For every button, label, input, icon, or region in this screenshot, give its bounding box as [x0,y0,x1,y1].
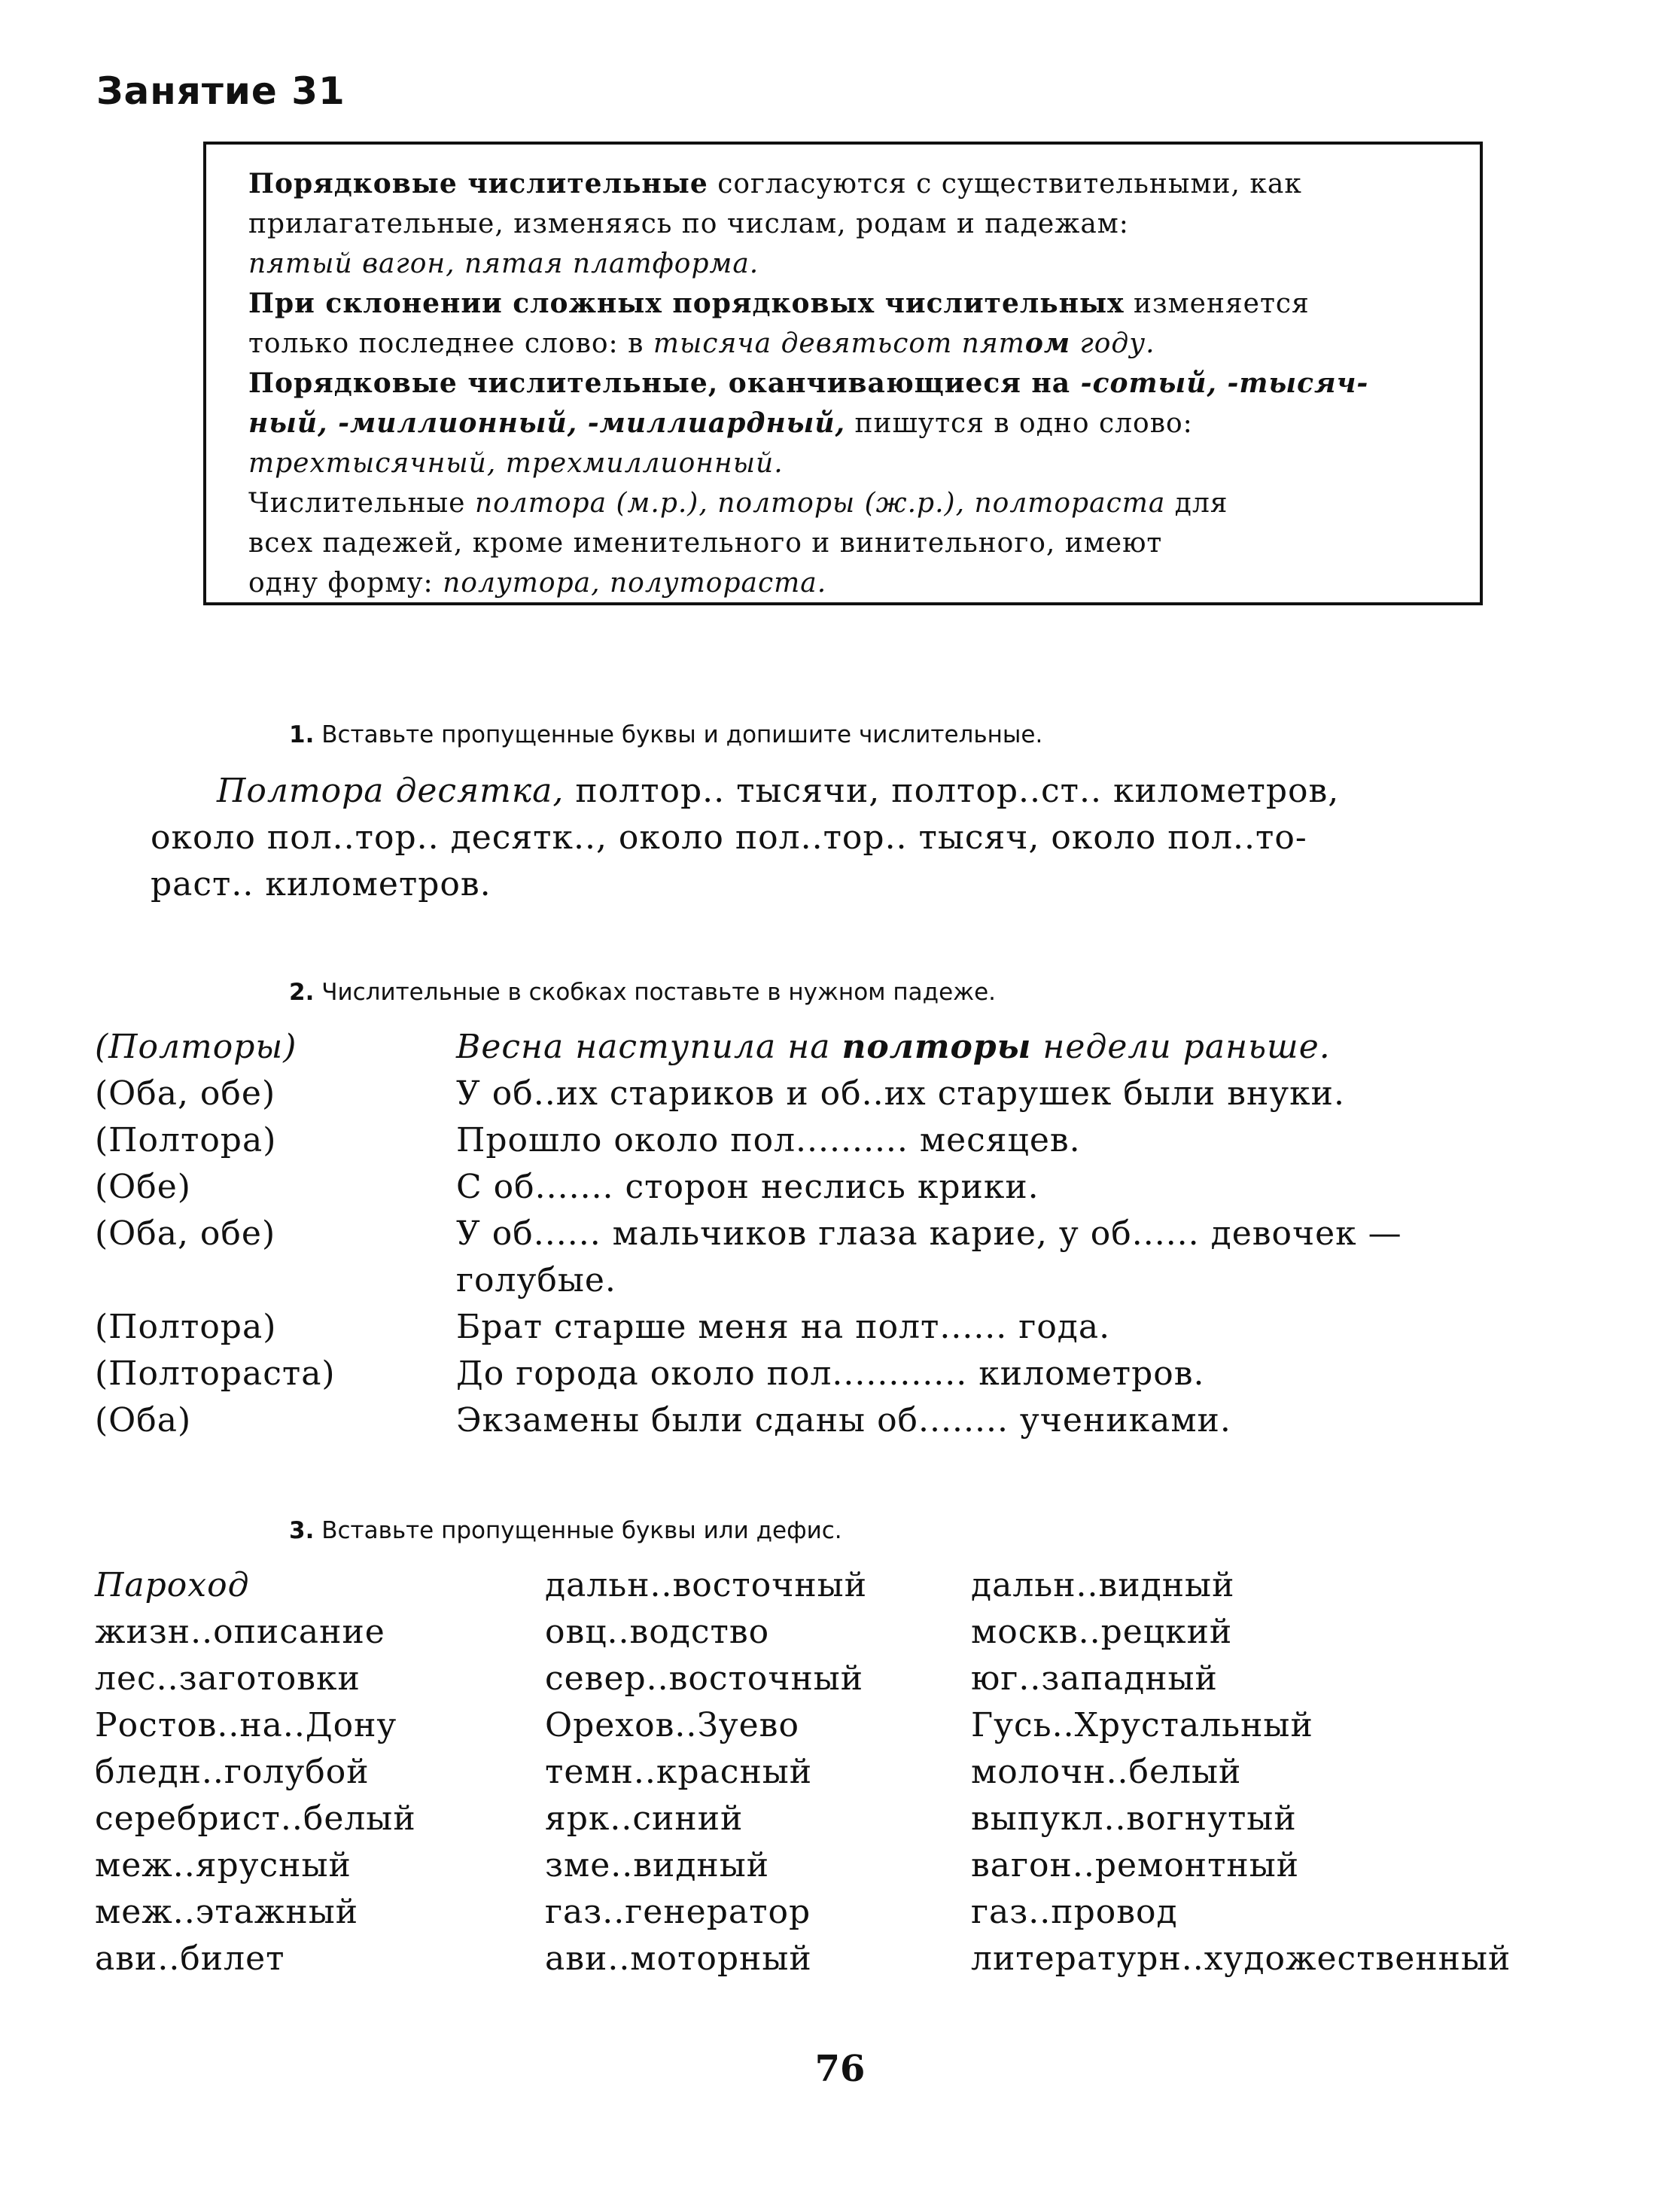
rule-text: одну форму: [248,568,443,599]
task2-table [95,1024,1615,1444]
task2-example-hint: (Полторы) [95,1028,297,1066]
task2-hint: (Оба) [95,1401,192,1440]
rule-line [248,523,1438,563]
task1-example: Полтора десятка, [217,772,565,810]
task3-word: дальн..восточный [545,1566,868,1604]
task2-rows [95,1071,1615,1444]
task2-row [95,1071,1615,1117]
task2-hint: (Оба, обе) [95,1074,276,1113]
rule-line [248,204,1438,244]
rule-line [248,483,1438,523]
rule-text: согласуются с существительными, как [708,169,1302,200]
rule-text: только последнее слово: в [248,328,653,359]
task3-word: вагон..ремонтный [971,1846,1300,1885]
task3-row [95,1609,1645,1656]
task1-text [151,768,1551,908]
task3-word: Гусь..Хрустальный [971,1706,1313,1744]
task3-instruction [289,1517,842,1544]
lesson-title: Занятие 31 [96,69,345,113]
task2-hint [95,1257,456,1304]
rule-paragraph [248,284,1438,364]
rule-paragraph [248,164,1438,284]
task1-line-1 [151,768,1551,815]
task1-instruction [289,721,1042,748]
task3-word: Орехов..Зуево [545,1706,799,1744]
task2-row [95,1257,1615,1304]
task3-instruction-text: Вставьте пропущенные буквы или дефис. [321,1517,842,1544]
task2-hint: (Полтораста) [95,1354,336,1393]
task3-row [95,1796,1645,1842]
task2-hint: (Полтора) [95,1121,277,1159]
task3-word: север..восточный [545,1659,864,1698]
task2-sentence: Экзамены были сданы об........ учениками. [456,1401,1231,1440]
task3-grid [95,1562,1645,1982]
rule-paragraph [248,483,1438,603]
task3-example: Пароход [95,1566,250,1604]
task2-number: 2. [289,979,315,1006]
task3-row [95,1889,1645,1936]
rule-line [248,244,1438,284]
rule-text: изменяется [1124,288,1310,319]
task2-sentence: Брат старше меня на полт...... года. [456,1308,1111,1346]
rule-line [248,324,1438,364]
task2-row [95,1351,1615,1397]
task3-word: меж..этажный [95,1893,359,1931]
task2-row [95,1304,1615,1351]
task3-word: бледн..голубой [95,1753,370,1791]
rule-text: всех падежей, кроме именительного и винительного, имеют [248,528,1163,559]
task2-example-part: недели раньше. [1031,1028,1331,1066]
task3-word: ави..билет [95,1939,285,1978]
task3-word: литературн..художественный [971,1939,1511,1978]
rule-text: При склонении сложных порядковых числительных [248,288,1125,319]
task3-word: серебрист..белый [95,1799,416,1838]
task3-word: меж..ярусный [95,1846,352,1885]
task3-row [95,1702,1645,1749]
rule-text: трехтысячный, трехмиллионный. [248,448,784,479]
task2-row [95,1211,1615,1257]
rule-text: прилагательные, изменяясь по числам, родам и падежам: [248,209,1129,239]
task3-word: жизн..описание [95,1613,385,1651]
task1-number: 1. [289,721,315,748]
page-number: 76 [814,2048,866,2090]
task1-line-3: раст.. километров. [151,865,492,903]
rule-text: -сотый, -тысяч- [1080,367,1369,399]
rule-paragraph [248,364,1438,483]
rule-line [248,563,1438,603]
rule-text: ом [1024,328,1071,359]
rule-line [248,404,1438,443]
rule-text: пишутся в одно слово: [845,408,1193,439]
task2-sentence: голубые. [456,1261,616,1300]
task2-row [95,1164,1615,1211]
task3-word: газ..генератор [545,1893,811,1931]
task2-example-part: Весна наступила на [456,1028,842,1066]
rule-text: полтора (м.р.), полторы (ж.р.), полтораста [474,488,1166,519]
task3-word: Ростов..на..Дону [95,1706,397,1744]
task2-example-sentence [456,1024,1615,1071]
task3-word: дальн..видный [971,1566,1235,1604]
rule-text: Порядковые числительные [248,168,708,200]
task3-row [95,1842,1645,1889]
task3-word: выпукл..вогнутый [971,1799,1297,1838]
rule-text: Числительные [248,488,475,519]
task2-sentence: До города около пол............ километров. [456,1354,1205,1393]
task2-example-row [95,1024,1615,1071]
task1-line-2: около пол..тор.. десятк.., около пол..тор.. тысяч, около пол..то- [151,818,1307,857]
rule-line [248,443,1438,483]
task3-number: 3. [289,1517,315,1544]
task3-row [95,1562,1645,1609]
task3-word: темн..красный [545,1753,813,1791]
rule-box [203,142,1483,605]
task2-hint: (Обе) [95,1168,191,1206]
task2-instruction [289,979,996,1006]
task3-word: юг..западный [971,1659,1218,1698]
task3-word: молочн..белый [971,1753,1242,1791]
task3-word: газ..провод [971,1893,1178,1931]
task3-row [95,1936,1645,1982]
rule-text: году. [1070,328,1155,359]
rule-text: тысяча девятьсот пят [653,328,1025,359]
task2-hint: (Полтора) [95,1308,277,1346]
task2-sentence: У об...... мальчиков глаза карие, у об...... девочек — [456,1214,1402,1253]
rule-line [248,364,1438,404]
rule-text: для [1165,488,1228,519]
task3-row [95,1749,1645,1796]
task3-word: лес..заготовки [95,1659,361,1698]
task2-instruction-text: Числительные в скобках поставьте в нужном падеже. [321,979,997,1006]
rule-line [248,284,1438,324]
rule-text: полутора, полутораста. [443,568,827,599]
rule-text: ный, -миллионный, -миллиардный, [248,407,846,439]
task2-sentence: У об..их стариков и об..их старушек были внуки. [456,1074,1345,1113]
rule-text: пятый вагон, пятая платформа. [248,248,759,279]
task2-sentence: С об....... сторон неслись крики. [456,1168,1039,1206]
task2-sentence: Прошло около пол.......... месяцев. [456,1121,1081,1159]
task3-row [95,1656,1645,1702]
task3-word: москв..рецкий [971,1613,1233,1651]
task3-word: овц..водство [545,1613,770,1651]
rule-text: Порядковые числительные, оканчивающиеся на [248,367,1081,399]
task2-row [95,1117,1615,1164]
rule-line [248,164,1438,204]
task3-word: ярк..синий [545,1799,744,1838]
task1-line-text: полтор.. тысячи, полтор..ст.. километров, [564,772,1340,810]
task2-hint: (Оба, обе) [95,1214,276,1253]
task1-instruction-text: Вставьте пропущенные буквы и допишите числительные. [321,721,1043,748]
task2-row [95,1397,1615,1444]
task3-word: зме..видный [545,1846,770,1885]
task3-word: ави..моторный [545,1939,812,1978]
task2-example-part: полторы [842,1028,1032,1066]
